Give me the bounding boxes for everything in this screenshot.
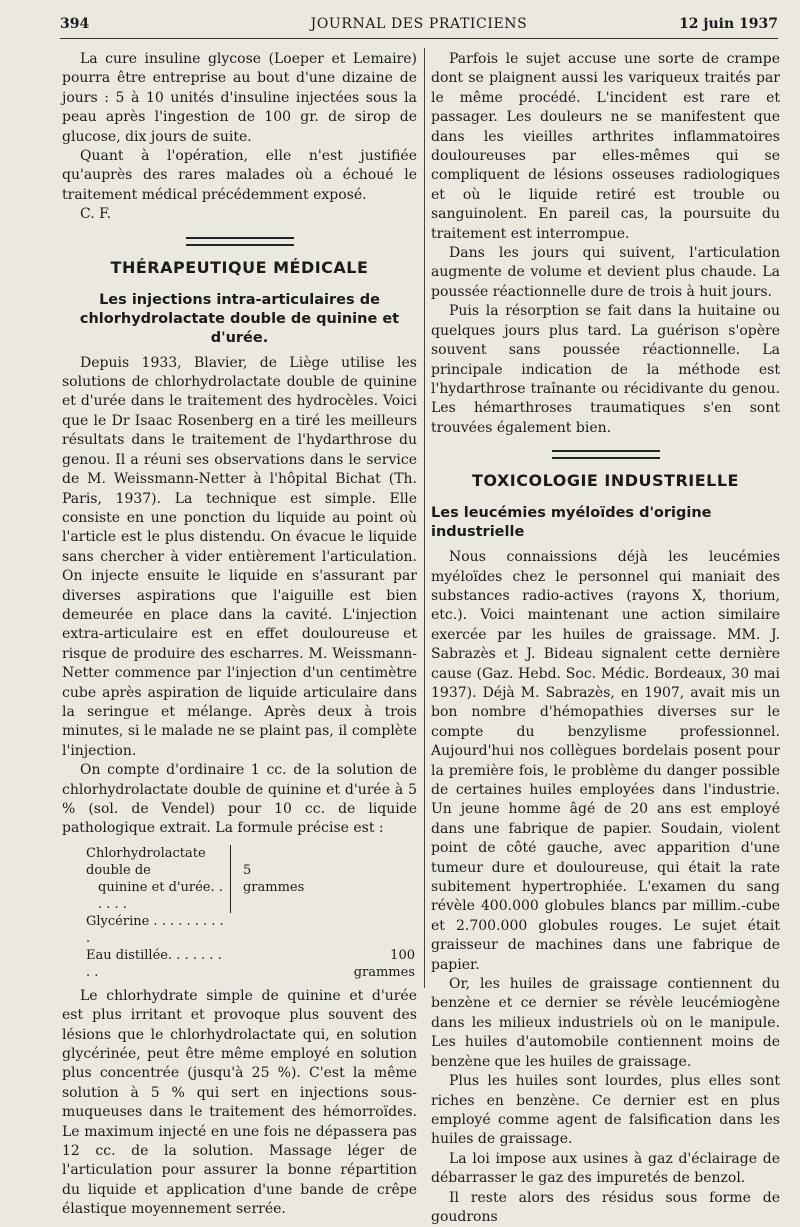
left-column — [62, 50, 417, 1220]
article-title: Les injections intra-articulaires de chlorhydrolactate double de quinine et d'urée. — [79, 291, 400, 346]
paragraph: La loi impose aux usines à gaz d'éclairage de débarrasser le gaz des impuretés de benzol. — [431, 1150, 780, 1187]
paragraph: Il reste alors des résidus sous forme de goudrons — [431, 1189, 780, 1225]
formula-ingredient: Glycérine . . . . . . . . . . — [86, 913, 224, 946]
paragraph: Parfois le sujet accuse une sorte de crampe dont se plaignent aussi les variqueux traités par le même procédé. L'incident est rare et passager. Les douleurs ne se manifestent que dans les vieilles arthrites inflammatoires douloureuses par elles-mêmes qui se compliquent de lésions osseuses radiologiques et où le liquide retiré est trouble ou sanguinolent. En pareil cas, la poursuite du traitement est interrompue. — [431, 51, 780, 242]
formula-quantity: 100 grammes — [353, 947, 415, 980]
section-rule — [186, 237, 294, 246]
formula-ingredient: Eau distillée. . . . . . . . . — [86, 947, 222, 980]
paragraph: On compte d'ordinaire 1 cc. de la solution de chlorhydrolactate double de quinine et d'urée à 5 % (sol. de Vendel) pour 10 cc. de liquide pathologique extrait. La formule précise est : — [62, 762, 417, 837]
paragraph: Puis la résorption se fait dans la huitaine ou quelques jours plus tard. La guérison s'opère souvent sans poussée réactionnelle. La principale indication de la méthode est l'hydarthrose traînante ou récidivante du genou. Les hémarthroses traumatiques s'en sont trouvées également bien. — [431, 303, 780, 436]
section-title: THÉRAPEUTIQUE MÉDICALE — [110, 257, 369, 277]
formula-quantity: 5 grammes — [230, 845, 332, 913]
section-rule — [552, 450, 660, 459]
journal-title: JOURNAL DES PRATICIENS — [310, 16, 528, 32]
running-header — [60, 14, 778, 39]
article-title: Les leucémies myéloïdes d'origine industrielle — [431, 505, 712, 541]
formula-ingredient: Chlorhydrolactate double de — [86, 845, 206, 878]
section-title: TOXICOLOGIE INDUSTRIELLE — [472, 471, 739, 491]
author-signature: C. F. — [80, 206, 112, 223]
paragraph: Or, les huiles de graissage contiennent du benzène et ce dernier se révèle leucémiogène dans les milieux industriels où on le manipule. Les huiles d'automobile contiennent moins de benzène que les huiles de graissage. — [431, 976, 780, 1070]
formula-table — [84, 845, 417, 981]
paragraph: Plus les huiles sont lourdes, plus elles sont riches en benzène. Ce dernier est en plus employé comme agent de falsification dans les huiles de graissage. — [431, 1073, 780, 1148]
paragraph: Le chlorhydrate simple de quinine et d'urée est plus irritant et provoque plus souvent des lésions que le chlorhydrolactate qui, en solution glycérinée, peut être même employé en solution plus concentrée (jusqu'à 25 %). C'est la même solution à 5 % qui sert en injections sous-muqueuses dans le traitement des hémorroïdes. Le maximum injecté en une fois ne dépassera pas 12 cc. de la solution. Massage léger de l'articulation pour assurer la bonne répartition du liquide et application d'une bande de crêpe élastique moyennement serrée. — [62, 987, 417, 1218]
page-number: 394 — [60, 16, 90, 32]
issue-date: 12 juin 1937 — [679, 16, 778, 32]
column-divider — [424, 48, 425, 988]
paragraph: Dans les jours qui suivent, l'articulation augmente de volume et devient plus chaude. La poussée réactionnelle dure de trois à huit jours. — [431, 245, 780, 300]
paragraph: La cure insuline glycose (Loeper et Lemaire) pourra être entreprise au bout d'une dizaine de jours : 5 à 10 unités d'insuline injectées sous la peau après l'ingestion de 100 gr. de sirop de glucose, dix jours de suite. — [62, 51, 417, 145]
right-column — [431, 50, 780, 1227]
paragraph: Nous connaissions déjà les leucémies myéloïdes chez le personnel qui maniait des substances radio-actives (rayons X, thorium, etc.). Voici maintenant une action similaire exercée par les huiles de graissage. MM. J. Sabrazès et J. Bideau signalent cette dernière cause (Gaz. Hebd. Soc. Médic. Bordeaux, 30 mai 1937). Déjà M. Sabrazès, en 1907, avait mis un bon nombre d'hémopathies diverses sur le compte du benzylisme professionnel. Aujourd'hui nos collègues bordelais posent pour la première fois, le problème du danger possible de certaines huiles employées dans l'industrie. Un jeune homme âgé de 20 ans est employé dans une fabrique de papier. Soudain, violent point de côté gauche, avec apparition d'une tumeur dure et douloureuse, qui était la rate subitement hypertrophiée. L'examen du sang révèle 400.000 globules blancs par millim.-cube et 2.700.000 globules rouges. Le sujet était graisseur de machines dans une fabrique de papier. — [431, 549, 780, 973]
paragraph: Quant à l'opération, elle n'est justifiée qu'auprès des rares malades où a échoué le traitement médical précédemment exposé. — [62, 148, 417, 203]
formula-ingredient: quinine et d'urée. . . . . . — [98, 879, 223, 912]
paragraph: Depuis 1933, Blavier, de Liège utilise les solutions de chlorhydrolactate double de quinine et d'urée dans le traitement des hydrocèles. Voici que le Dr Isaac Rosenberg en a tiré les meilleurs résultats dans le traitement de l'hydarthrose du genou. Il a réuni ses observations dans le service de M. Weissmann-Netter à l'hôpital Bichat (Th. Paris, 1937). La technique est simple. Elle consiste en une ponction du liquide au point où l'article est le plus distendu. On évacue le liquide sans chercher à vider entièrement l'articulation. On injecte ensuite le liquide en s'assurant par diverses aspirations que l'aiguille est bien demeurée en place dans la cavité. L'injection extra-articulaire est en effet douloureuse et risque de produire des escharres. M. Weissmann-Netter commence par l'injection d'un centimètre cube après aspiration de liquide articulaire dans la seringue et mélange. Après deux à trois minutes, si le malade ne se plaint pas, il complète l'injection. — [62, 354, 417, 759]
